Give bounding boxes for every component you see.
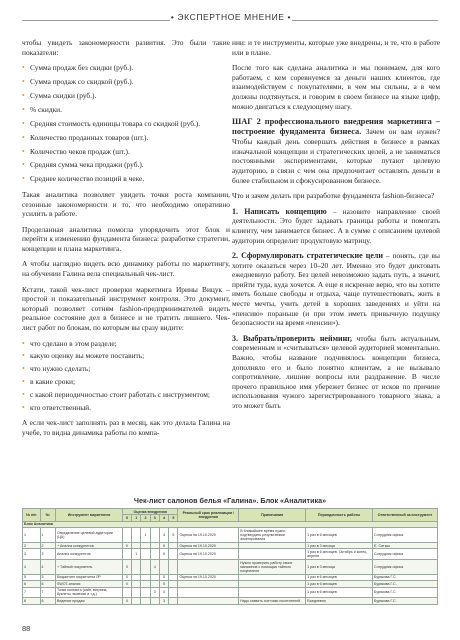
cell-number: 6 — [23, 581, 41, 587]
cell-score — [150, 598, 159, 604]
cell-score — [141, 559, 150, 574]
cell-responsible: Сотрудник офиса — [373, 549, 438, 560]
list-item: • Количество чеков продаж (шт.). — [22, 147, 230, 157]
cell-date — [178, 598, 239, 604]
cell-responsible: Е. Ситько — [373, 542, 438, 548]
item-text: чтобы быть актуальным, современным и «считываться» целевой аудиторией моментально. Важно, чтобы название подчинялось концепции бизнеса, дополняло его и было понятно клиентам, а не вызывало сопротивление, лишние вопросы или раздражение. В числе прочего правильное имя убережет бизнес от исков по причине использования чужого зарегистрированного товарного знака, а это может быть — [232, 333, 440, 410]
step-text: Зачем он вам нужен? Чтобы каждый день совершать действия в бизнесе в рамках изначальной концепции и стратегических целей, а не заниматься постоянными экспериментами, которые путают целевую аудиторию, в связи с чем она предпочитает оставлять деньги в более стабильном и сфокусированном бизнесе. — [232, 127, 440, 185]
cell-score: 5 — [169, 528, 178, 543]
cell-number: 7 — [23, 587, 41, 598]
list-item: • Сумма продаж со скидкой (руб.). — [22, 77, 230, 87]
list-item: • что сделано в этом разделе; — [22, 339, 230, 349]
cell-score: 0 — [122, 574, 131, 580]
table-row — [23, 528, 438, 543]
paragraph: Что и зачем делать при разработке фундамента fashion-бизнеса? — [232, 191, 435, 201]
cell-score: 5 — [159, 581, 168, 587]
cell-date: Оценка на 19.10.2020 — [178, 574, 239, 580]
list-item: • какую оценку вы можете поставить; — [22, 351, 230, 361]
cell-score — [132, 598, 141, 604]
item-heading: 1. Написать концепцию — [232, 206, 327, 216]
table-row — [23, 598, 438, 604]
list-item: • Средняя сумма чека продажи (руб.). — [22, 160, 230, 170]
cell-score: 4 — [159, 528, 168, 543]
cell-period: 1 раз в 6 месяцев — [306, 574, 373, 580]
header-rule-right — [292, 20, 438, 21]
cell-score: 3 — [150, 587, 159, 598]
table-header: № — [40, 509, 55, 522]
cell-tool: Анализ конкурентов — [55, 549, 122, 560]
cell-score: 5 — [159, 549, 168, 560]
cell-period: Ежедневно — [306, 598, 373, 604]
table-header: № п/п — [23, 509, 41, 522]
checklist-table-block — [22, 496, 438, 605]
cell-responsible: Бурякова Г.С. — [373, 587, 438, 598]
cell-tool: + Тайный покупатель — [55, 559, 122, 574]
cell-score — [132, 528, 141, 543]
table-section-label: Блок Аналитика — [23, 521, 438, 527]
item-heading: 3. Выбрать/проверить нейминг, — [232, 333, 352, 343]
page-number: 88 — [22, 624, 31, 633]
cell-score: 5 — [159, 542, 168, 548]
list-item: • в какие сроки; — [22, 377, 230, 387]
cell-index: 5 — [40, 574, 55, 580]
step-heading: ШАГ 2 профессионального внедрения маркетинга – построение фундамента бизнеса. — [232, 117, 440, 137]
table-title: Чек-лист салонов белья «Галина». Блок «Аналитика» — [133, 496, 327, 505]
cell-number: 2 — [23, 542, 41, 548]
cell-index: 7 — [40, 587, 55, 598]
cell-score: 0 — [122, 581, 131, 587]
cell-score — [169, 598, 178, 604]
cell-index: 6 — [40, 581, 55, 587]
cell-note — [239, 549, 306, 560]
cell-tool: + Анализ конкурентов — [55, 542, 122, 548]
score-header: 2 — [141, 515, 150, 521]
cell-score — [122, 587, 131, 598]
list-item: • Сумма скидки (руб.). — [22, 91, 230, 101]
table-header: Инструмент маркетинга — [55, 509, 122, 522]
cell-score: 4 — [159, 587, 168, 598]
page-header — [0, 10, 460, 32]
table-header: Примечания — [239, 509, 306, 522]
cell-index: 1 — [40, 528, 55, 543]
right-column — [232, 38, 440, 417]
table-row — [23, 559, 438, 574]
cell-score: 0 — [122, 542, 131, 548]
cell-score — [132, 587, 141, 598]
cell-number: 1 — [23, 528, 41, 543]
score-header: 4 — [159, 515, 168, 521]
item-heading: 2. Сформулировать стратегические цели — [232, 251, 384, 261]
cell-date: Оценка на 19.10.2020 — [178, 549, 239, 560]
cell-index: 8 — [40, 598, 55, 604]
cell-score — [122, 549, 131, 560]
list-item: • кто ответственный. — [22, 403, 230, 413]
cell-tool: Точки контакта (сайт, витрина, буклеты, вывески и т.д.) — [55, 587, 122, 598]
cell-score: 3 — [159, 598, 168, 604]
cell-score — [141, 587, 150, 598]
paragraph: А чтобы наглядно видеть всю динамику работы по маркетингу, на обучении Галина вела специальный чек-лист. — [22, 259, 230, 279]
list-item: • Средняя стоимость единицы товара со скидкой (руб.). — [22, 119, 230, 129]
score-header: 3 — [150, 515, 159, 521]
cell-score: 5 — [159, 574, 168, 580]
cell-note — [239, 587, 306, 598]
cell-period: 1 раз в 6 месяцев — [306, 581, 373, 587]
cell-tool: Бюджетинг маркетинга ЛР — [55, 574, 122, 580]
cell-score — [132, 559, 141, 574]
cell-score: 4 — [150, 559, 159, 574]
cell-number: 5 — [23, 574, 41, 580]
cell-score — [150, 528, 159, 543]
metrics-list — [22, 63, 230, 184]
paragraph: чтобы увидеть закономерности развития. Это были такие показатели: — [22, 38, 230, 57]
table-header: Ответственный за инструмент — [373, 509, 438, 522]
cell-index: 4 — [40, 559, 55, 574]
cell-score — [150, 549, 159, 560]
cell-score — [169, 587, 178, 598]
cell-period: 1 раз в 6 месяцев — [306, 587, 373, 598]
cell-score — [169, 559, 178, 574]
cell-score: 1 — [132, 549, 141, 560]
list-item: • Сумма продаж без скидки (руб.). — [22, 63, 230, 73]
cell-period: 1 раз в 6 месяцев — [306, 528, 373, 543]
cell-note: Нужно проверить работу своих магазинов с помощью тайного покупателя — [239, 559, 306, 574]
cell-responsible: Бурякова Г.С. — [373, 574, 438, 580]
cell-responsible: Бурякова Г.С. — [373, 581, 438, 587]
paragraph: нии: и те инструменты, которые уже внедрены, и те, что в работе или в плане. — [232, 38, 440, 57]
paragraph: А если чек-лист заполнять раз в месяц, как это делала Галина на учебе, то видна динамика работы по компа- — [22, 418, 230, 437]
paragraph: Кстати, такой чек-лист проверки маркетинга Ирины Вицук – простой и показательный инструмент контроля. Это документ, который позволяет сотням fashion-предпринимателей видеть реальное состояние дел в бизнесе и не тратить лишнего. Чек-лист работ по блокам, по которым вы сразу видите: — [22, 284, 230, 333]
score-header: 1 — [132, 515, 141, 521]
cell-responsible: Сотрудник офиса — [373, 528, 438, 543]
list-item: • с какой периодичностью стоит работать с инструментом; — [22, 390, 230, 400]
score-header: 0 — [122, 515, 131, 521]
table-header: Реальный срок реализации / внедрения — [178, 509, 239, 522]
cell-note: В ближайшее время нужно подтвердить результатами анкетирования — [239, 528, 306, 543]
cell-number: 3 — [23, 549, 41, 560]
numbered-paragraph — [232, 334, 440, 411]
cell-tool: Ведение продаж — [55, 598, 122, 604]
item-text: – назовите направление своей деятельности. Это будет задавать границы работы и помогать клиенту, чем занимается бизнес. А в сумме с описанием целевой аудитории определит продуктовую матрицу. — [232, 206, 440, 245]
paragraph: Проделанная аналитика помогла упорядочить этот блок и перейти к изменению фундамента бизнеса: разработке стратегии, концепции и плана маркетинга. — [22, 224, 230, 253]
item-text: – понять, где вы хотите оказаться через 10–20 лет. Именно это будет диктовать ежедневную работу. Без целей невозможно задать путь, а значит, прийти туда, куда хочется. А еще я искренне верю, что вы хотите иметь больше свободы и отдыха, чаще путешествовать, жить в месте мечты, учить детей в хороших заведениях и уйти на «пенсию» пораньше (и при этом иметь привычную подушку безопасности на время «пенсии»). — [232, 251, 440, 328]
list-item: • Количество проданных товаров (шт.). — [22, 133, 230, 143]
checklist-features — [22, 339, 230, 413]
cell-score — [122, 528, 131, 543]
cell-responsible: Сотрудник офиса — [373, 559, 438, 574]
table-header: Оценка внедрения — [122, 509, 178, 515]
score-header: 5 — [169, 515, 178, 521]
numbered-paragraph — [232, 207, 440, 245]
cell-score — [141, 598, 150, 604]
cell-date: Оценка на 19.10.2020 — [178, 528, 239, 543]
left-column — [22, 38, 230, 443]
cell-score: 1 — [141, 528, 150, 543]
cell-index: 2 — [40, 542, 55, 548]
cell-date — [178, 559, 239, 574]
section-title: • ЭКСПЕРТНОЕ МНЕНИЕ • — [170, 12, 292, 22]
cell-tool: SWOT-анализ — [55, 581, 122, 587]
cell-responsible: Бурякова Г.С. — [373, 598, 438, 604]
cell-number: 8 — [23, 598, 41, 604]
table-header: Периодичность работы — [306, 509, 373, 522]
numbered-paragraph — [232, 251, 440, 328]
cell-score — [169, 549, 178, 560]
cell-score — [141, 549, 150, 560]
cell-tool: Определение целевой аудитории (ЦА) — [55, 528, 122, 543]
cell-period: 1 раз в 3 месяца — [306, 559, 373, 574]
header-rule-left — [22, 20, 170, 21]
checklist-table — [22, 508, 438, 605]
cell-date: Оценка на 19.10.2020 — [178, 542, 239, 548]
cell-period: 1 раз в 3 месяца — [306, 542, 373, 548]
paragraph: Такая аналитика позволяет увидеть точки роста компании, сезонные закономерности и то, что необходимо оперативно усилить в работе. — [22, 189, 230, 219]
paragraph: После того как сделана аналитика и мы понимаем, для кого работаем, с кем соревнуемся за деньги наших клиентов, где взаимодействуем с покупателями, в чем мы сильны, а в чем должны подтянуться, и говорим в своем бизнесе на языке цифр, можно двигаться к следующему шагу. — [232, 63, 440, 111]
list-item: • что нужно сделать; — [22, 364, 230, 374]
cell-number: 4 — [23, 559, 41, 574]
cell-period: 1 раз в 6 месяцев, Октябрь и конец апреля — [306, 549, 373, 560]
cell-index: 3 — [40, 549, 55, 560]
cell-score — [159, 559, 168, 574]
cell-date — [178, 587, 239, 598]
table-row — [23, 587, 438, 598]
cell-note: Надо ставить счетчики посетителей — [239, 598, 306, 604]
cell-score: 0 — [122, 598, 131, 604]
table-row — [23, 549, 438, 560]
list-item: • Среднее количество позиций в чеке. — [22, 174, 230, 184]
list-item: • % скидки. — [22, 105, 230, 115]
cell-score: 0 — [122, 559, 131, 574]
step-paragraph — [232, 117, 440, 185]
